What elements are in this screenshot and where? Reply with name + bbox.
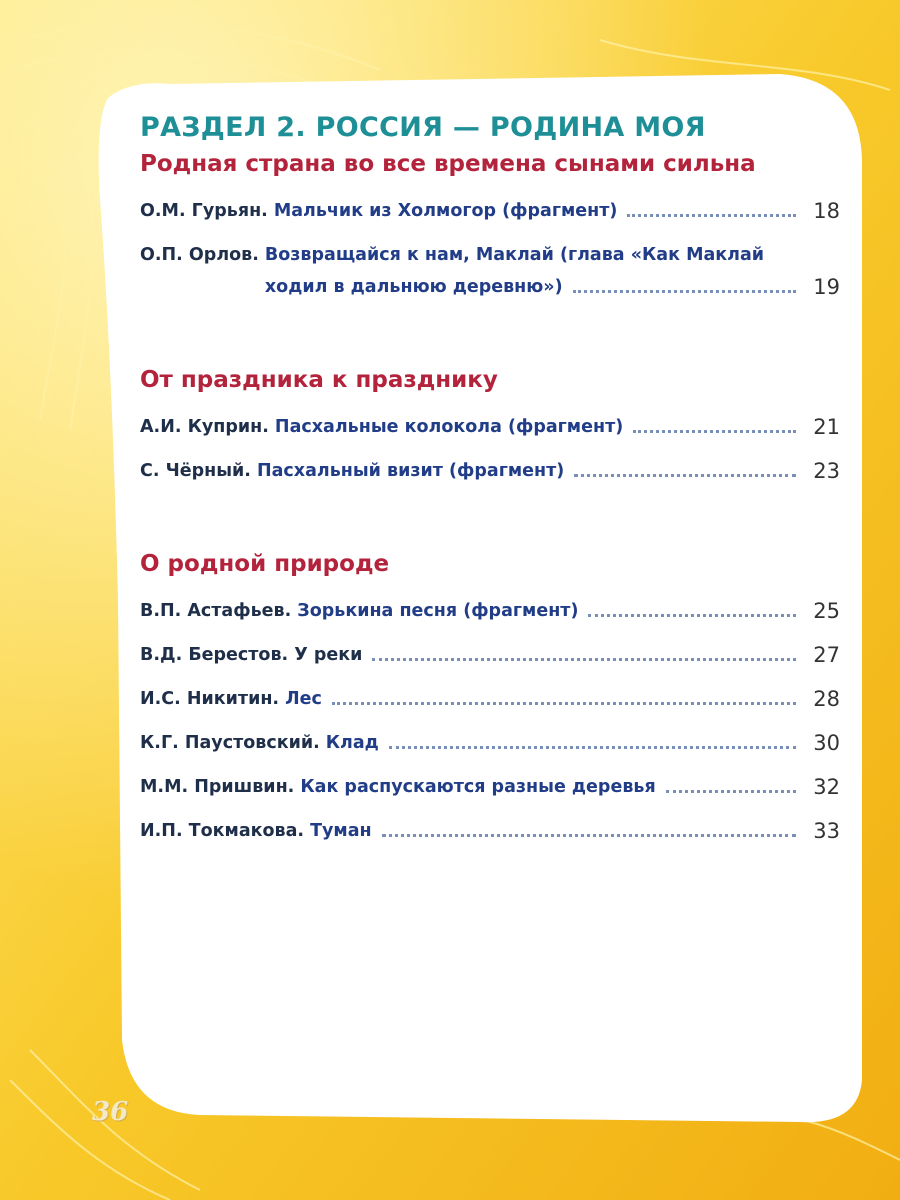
dot-leader: [666, 790, 796, 793]
entry-page: 28: [813, 687, 840, 711]
entry-author: О.П. Орлов.: [140, 245, 259, 265]
page-number: 36: [92, 1097, 129, 1127]
toc-entry[interactable]: [140, 819, 840, 843]
entry-page: 25: [813, 599, 840, 623]
group-title: От праздника к празднику: [140, 367, 498, 393]
entry-work: Зорькина песня (фрагмент): [297, 601, 579, 621]
toc-group: [140, 367, 840, 483]
entry-author: О.М. Гурьян.: [140, 201, 268, 221]
entry-page: 32: [813, 775, 840, 799]
toc-entry[interactable]: [140, 731, 840, 755]
group-title: О родной природе: [140, 551, 390, 577]
dot-leader: [573, 290, 796, 293]
section-heading: РАЗДЕЛ 2. РОССИЯ — РОДИНА МОЯ: [140, 112, 706, 143]
spacer: [140, 503, 840, 551]
spacer: [140, 319, 840, 367]
dot-leader: [633, 430, 796, 433]
entry-work: Пасхальные колокола (фрагмент): [274, 417, 624, 437]
entry-work: Мальчик из Холмогор (фрагмент): [273, 201, 618, 221]
entry-author: В.Д. Берестов. У реки: [140, 645, 363, 665]
dot-leader: [372, 658, 796, 661]
entry-page: 23: [813, 459, 840, 483]
entry-work-last-line: [265, 275, 840, 299]
dot-leader: [382, 834, 796, 837]
entry-author: А.И. Куприн.: [140, 417, 269, 437]
entry-work: Пасхальный визит (фрагмент): [256, 461, 565, 481]
entry-work-line: ходил в дальнюю деревню»): [264, 277, 563, 297]
entry-author: К.Г. Паустовский.: [140, 733, 320, 753]
dot-leader: [574, 474, 796, 477]
entry-work: Лес: [285, 689, 322, 709]
toc-entry[interactable]: [140, 415, 840, 439]
dot-leader: [588, 614, 796, 617]
toc-entry[interactable]: [140, 599, 840, 623]
toc-entry[interactable]: [140, 199, 840, 223]
entry-author: В.П. Астафьев.: [140, 601, 292, 621]
toc-group: [140, 151, 840, 299]
entry-work-line: Возвращайся к нам, Маклай (глава «Как Маклай: [264, 245, 765, 265]
entry-author: И.С. Никитин.: [140, 689, 280, 709]
entry-work: Как распускаются разные деревья: [300, 777, 656, 797]
toc-entry[interactable]: [140, 459, 840, 483]
table-of-contents: [140, 112, 840, 863]
entry-author: С. Чёрный.: [140, 461, 251, 481]
entry-page: 33: [813, 819, 840, 843]
entry-work-block: [265, 243, 840, 299]
group-title: Родная страна во все времена сынами сильна: [140, 151, 756, 177]
entry-page: 30: [813, 731, 840, 755]
toc-entry[interactable]: [140, 243, 840, 299]
toc-entry[interactable]: [140, 643, 840, 667]
entry-work: Клад: [325, 733, 379, 753]
entry-author: М.М. Пришвин.: [140, 777, 295, 797]
entry-work: Туман: [310, 821, 372, 841]
toc-entry[interactable]: [140, 687, 840, 711]
dot-leader: [389, 746, 796, 749]
entry-author: И.П. Токмакова.: [140, 821, 305, 841]
entry-page: 21: [813, 415, 840, 439]
dot-leader: [627, 214, 796, 217]
toc-group: [140, 551, 840, 843]
toc-entry[interactable]: [140, 775, 840, 799]
entry-page: 27: [813, 643, 840, 667]
dot-leader: [332, 702, 796, 705]
entry-page: 18: [813, 199, 840, 223]
entry-page: 19: [813, 275, 840, 299]
